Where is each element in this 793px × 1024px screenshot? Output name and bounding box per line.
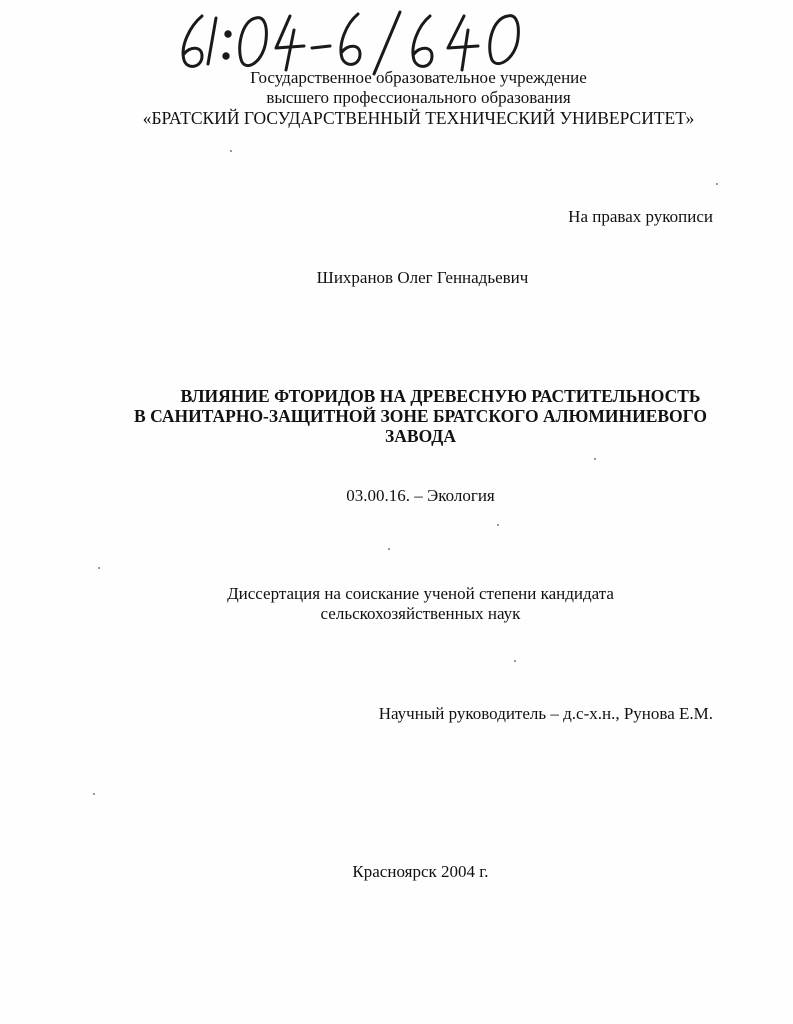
author-name: Шихранов Олег Геннадьевич	[316, 268, 529, 287]
scan-speck	[497, 524, 499, 526]
dissertation-degree-line-2: сельскохозяйственных наук	[320, 604, 521, 623]
specialty-code: 03.00.16. – Экология	[346, 486, 495, 505]
institution-name: «БРАТСКИЙ ГОСУДАРСТВЕННЫЙ ТЕХНИЧЕСКИЙ УНИВЕРСИТЕТ»	[142, 108, 695, 128]
rights-note: На правах рукописи	[568, 207, 713, 226]
scan-speck	[594, 458, 596, 460]
institution-line-2: высшего профессионального образования	[266, 88, 571, 107]
scan-speck	[716, 183, 718, 185]
place-and-year: Красноярск 2004 г.	[352, 862, 489, 881]
scan-speck	[514, 660, 516, 662]
thesis-title-line-2: В САНИТАРНО-ЗАЩИТНОЙ ЗОНЕ БРАТСКОГО АЛЮМИНИЕВОГО	[134, 406, 707, 426]
scientific-supervisor: Научный руководитель – д.с-х.н., Рунова Е.М.	[378, 704, 713, 723]
scan-speck	[93, 793, 95, 795]
scan-speck	[98, 567, 100, 569]
institution-line-1: Государственное образовательное учреждение	[250, 68, 587, 87]
thesis-title-line-1: ВЛИЯНИЕ ФТОРИДОВ НА ДРЕВЕСНУЮ РАСТИТЕЛЬНОСТЬ	[180, 386, 701, 406]
scan-speck	[230, 150, 232, 152]
thesis-title-line-3: ЗАВОДА	[385, 426, 456, 446]
dissertation-degree-line-1: Диссертация на соискание ученой степени кандидата	[227, 584, 614, 603]
scan-speck	[388, 548, 390, 550]
